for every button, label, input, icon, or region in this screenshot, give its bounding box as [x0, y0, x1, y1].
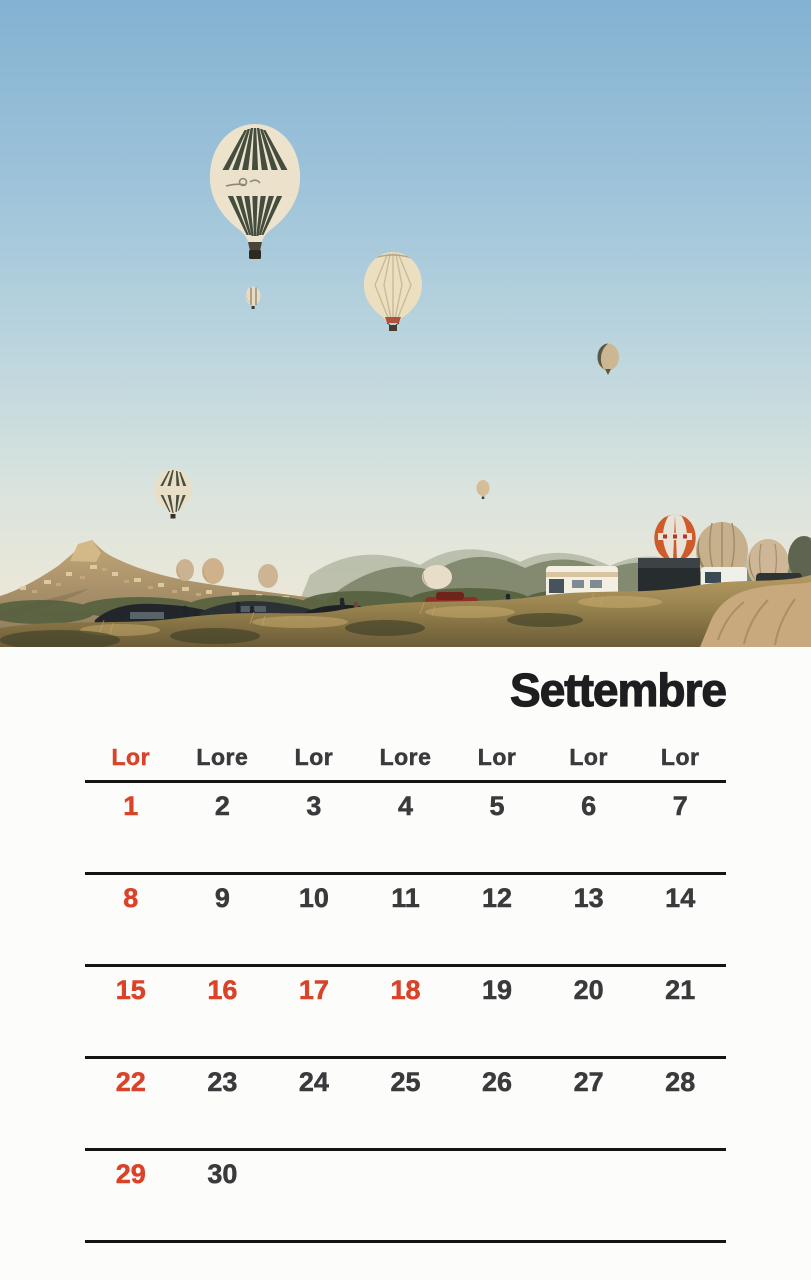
calendar-grid: [85, 783, 726, 1243]
weekday-header: Lor: [569, 743, 608, 770]
day-cell: 25: [390, 1066, 421, 1097]
weekday-header-row: [85, 744, 726, 783]
day-cell: 12: [482, 882, 513, 913]
day-cell: 11: [391, 882, 420, 913]
day-cell: 9: [214, 882, 230, 913]
day-cell: 4: [397, 790, 413, 821]
day-cell: 5: [489, 790, 505, 821]
horizon-balloon-small-3: [258, 564, 278, 588]
weekday-header: Lor: [477, 743, 517, 770]
day-cell: 23: [207, 1066, 238, 1097]
day-cell: 29: [115, 1158, 146, 1189]
horizon-balloon-white: [422, 565, 452, 589]
day-cell: 24: [298, 1066, 329, 1097]
week-row: [85, 1151, 726, 1243]
month-title: Settembre: [510, 664, 726, 716]
weekday-header: Lor: [294, 743, 334, 770]
calendar: [85, 664, 726, 1243]
weekday-header: Lore: [196, 743, 249, 770]
day-cell: 8: [123, 882, 139, 913]
day-cell: 14: [665, 882, 696, 913]
week-row: [85, 1059, 726, 1151]
day-cell: 26: [482, 1066, 513, 1097]
day-cell: 17: [298, 974, 329, 1005]
weekday-header: Lor: [660, 743, 700, 770]
day-cell: 10: [298, 882, 329, 913]
weekday-header: Lore: [379, 743, 432, 770]
day-cell: 27: [573, 1066, 604, 1097]
horizon-balloon-small-2: [202, 558, 224, 584]
week-row: [85, 783, 726, 875]
day-cell: 19: [482, 974, 513, 1005]
day-cell: 28: [665, 1066, 696, 1097]
day-cell: 3: [306, 790, 322, 821]
week-row: [85, 967, 726, 1059]
horizon-balloon-small-1: [176, 559, 194, 581]
day-cell: 1: [123, 790, 139, 821]
day-cell: 7: [672, 790, 688, 821]
day-cell: 13: [573, 882, 604, 913]
day-cell: 15: [115, 974, 146, 1005]
day-cell: 18: [390, 974, 421, 1005]
day-cell: 30: [207, 1158, 238, 1189]
weekday-header: Lor: [111, 743, 151, 770]
day-cell: 2: [214, 790, 230, 821]
day-cell: 6: [581, 790, 597, 821]
week-row: [85, 875, 726, 967]
day-cell: 20: [573, 974, 604, 1005]
day-cell: 16: [207, 974, 238, 1005]
day-cell: 21: [665, 974, 696, 1005]
day-cell: 22: [115, 1066, 146, 1097]
